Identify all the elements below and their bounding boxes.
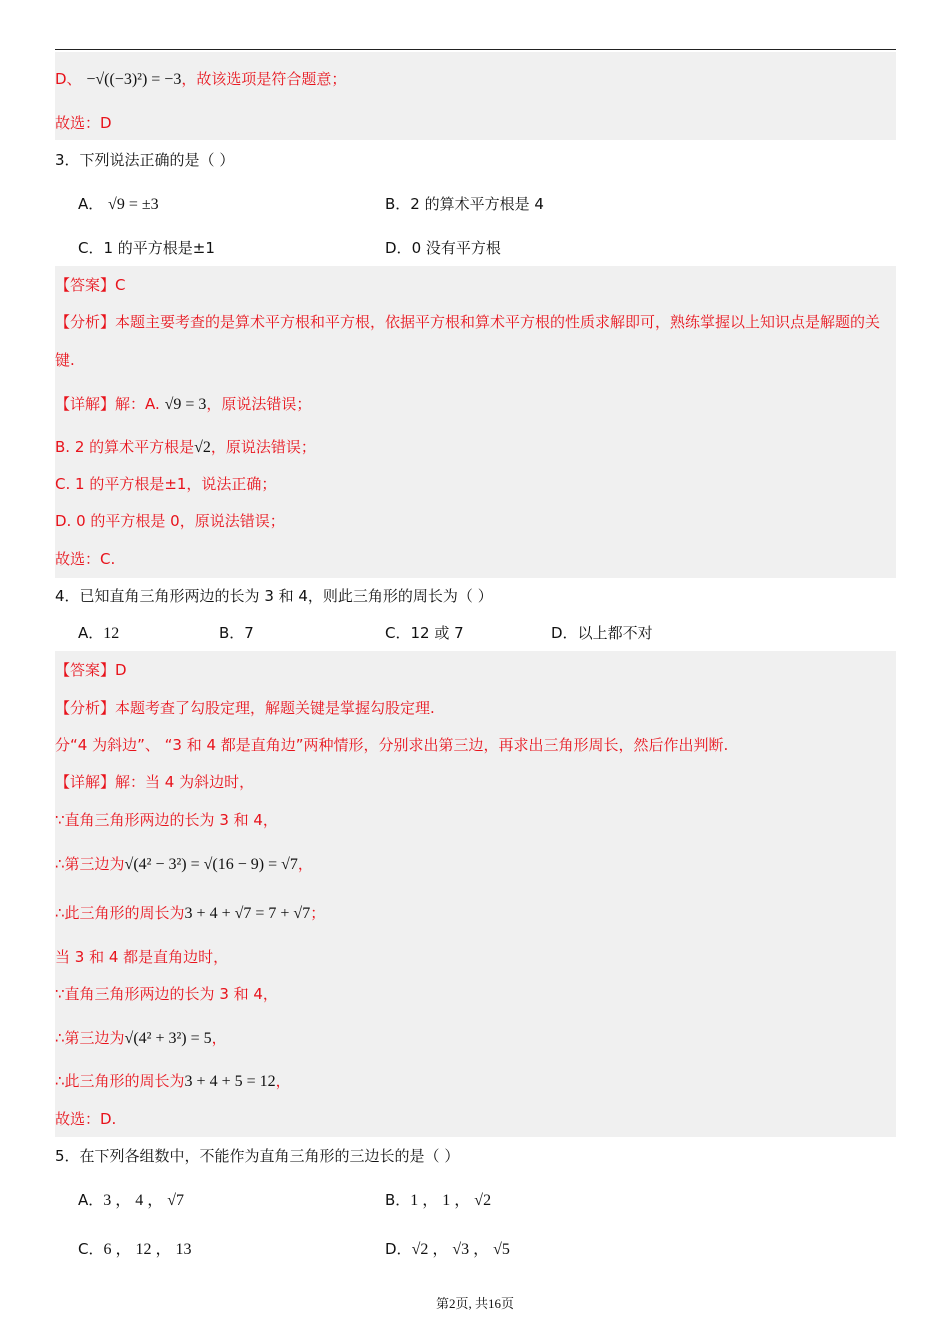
prev-option-d-line <box>55 68 346 91</box>
q3-answer: 【答案】C <box>55 276 126 294</box>
q4-because-1: ∵直角三角形两边的长为 3 和 4， <box>55 811 278 829</box>
q5-option-c-math: 6 ， 12 ， 13 <box>103 1241 192 1258</box>
q3-detail-a <box>55 393 311 416</box>
q4-option-b-text: 7 <box>244 624 254 642</box>
q4-third-side-1-suffix: ， <box>297 855 313 873</box>
q3-option-b-text: 2 的算术平方根是 4 <box>410 195 544 213</box>
q4-third-side-2-suffix: ， <box>211 1029 227 1047</box>
q4-because-2: ∵直角三角形两边的长为 3 和 4， <box>55 985 278 1003</box>
q4-option-d[interactable] <box>551 622 653 644</box>
q4-option-c-label: C． <box>385 624 411 642</box>
q4-option-a-text: 12 <box>103 625 120 642</box>
q4-option-b-label: B． <box>219 624 245 642</box>
q4-option-c[interactable] <box>385 622 464 644</box>
q5-option-b[interactable] <box>385 1189 491 1212</box>
q4-analysis: 【分析】本题考查了勾股定理，解题关键是掌握勾股定理. <box>55 699 435 717</box>
q4-third-side-2-prefix: ∴第三边为 <box>55 1029 125 1047</box>
q3-detail-a-suffix: ，原说法错误； <box>206 395 312 413</box>
q5-option-b-label: B． <box>385 1191 411 1209</box>
page-footer: 第2页, 共16页 <box>435 1296 514 1311</box>
q5-option-a[interactable] <box>78 1189 184 1212</box>
q4-perimeter-2 <box>55 1070 291 1093</box>
q4-solution-block <box>55 651 896 1137</box>
q3-detail-b <box>55 436 316 459</box>
q5-option-a-label: A． <box>78 1191 104 1209</box>
q3-option-a-label: A． <box>78 195 104 213</box>
q5-option-b-math: 1 ， 1 ， √2 <box>410 1192 492 1209</box>
prev-d-prefix: D、 <box>55 70 82 88</box>
prev-d-formula: −√((−3)²) = −3 <box>86 71 182 88</box>
q4-option-c-text: 12 或 7 <box>410 624 464 642</box>
q4-perimeter-1-suffix: ； <box>310 904 326 922</box>
q4-conclusion: 故选：D. <box>55 1110 117 1128</box>
q3-detail-b-math: √2 <box>194 439 211 456</box>
q3-detail-d: D. 0 的平方根是 0，原说法错误； <box>55 512 285 530</box>
q4-perimeter-2-suffix: ， <box>275 1072 291 1090</box>
q3-conclusion: 故选：C. <box>55 550 116 568</box>
q3-option-a-math: √9 = ±3 <box>108 196 159 213</box>
q5-option-c-label: C． <box>78 1240 104 1258</box>
q3-option-d-label: D． <box>385 239 412 257</box>
q4-third-side-2-math: √(4² + 3²) = 5 <box>124 1030 212 1047</box>
q4-option-a[interactable] <box>78 622 119 645</box>
q5-option-d-math: √2 ， √3 ， √5 <box>411 1241 510 1258</box>
q3-option-d[interactable] <box>385 237 501 259</box>
q4-third-side-2 <box>55 1027 227 1050</box>
q3-option-b[interactable] <box>385 193 544 215</box>
q4-option-a-label: A． <box>78 624 104 642</box>
q5-stem: 5．在下列各组数中，不能作为直角三角形的三边长的是（ ） <box>55 1147 460 1165</box>
q3-option-c[interactable] <box>78 237 215 259</box>
q5-option-a-math: 3 ， 4 ， √7 <box>103 1192 185 1209</box>
q4-perimeter-1 <box>55 902 325 925</box>
q5-option-d-label: D． <box>385 1240 412 1258</box>
q4-third-side-1-prefix: ∴第三边为 <box>55 855 125 873</box>
q4-option-b[interactable] <box>219 622 254 644</box>
q3-option-c-label: C． <box>78 239 104 257</box>
q3-option-b-label: B． <box>385 195 411 213</box>
q4-perimeter-1-prefix: ∴此三角形的周长为 <box>55 904 185 922</box>
q3-option-a[interactable] <box>78 193 159 216</box>
q4-third-side-1-math: √(4² − 3²) = √(16 − 9) = √7 <box>124 856 298 873</box>
q4-case-2: 当 3 和 4 都是直角边时， <box>55 948 229 966</box>
q3-detail-a-math: √9 = 3 <box>164 396 207 413</box>
q4-analysis-cases: 分“4 为斜边”、 “3 和 4 都是直角边”两种情形，分别求出第三边，再求出三角形周长，然后作出判断. <box>55 736 729 754</box>
q4-detail-intro: 【详解】解：当 4 为斜边时， <box>55 773 255 791</box>
q5-option-d[interactable] <box>385 1238 510 1261</box>
q3-option-d-text: 0 没有平方根 <box>411 239 501 257</box>
q4-answer: 【答案】D <box>55 661 127 679</box>
q5-option-c[interactable] <box>78 1238 192 1261</box>
q4-option-d-text: 以上都不对 <box>577 624 653 642</box>
q3-detail-b-prefix: B. 2 的算术平方根是 <box>55 438 195 456</box>
q4-perimeter-2-math: 3 + 4 + 5 = 12 <box>184 1073 276 1090</box>
prev-conclusion: 故选：D <box>55 114 112 132</box>
q4-stem: 4．已知直角三角形两边的长为 3 和 4，则此三角形的周长为（ ） <box>55 587 493 605</box>
q3-detail-a-prefix: 【详解】解：A. <box>55 395 160 413</box>
prev-solution-block <box>55 52 896 140</box>
q3-analysis: 【分析】本题主要考查的是算术平方根和平方根，依据平方根和算术平方根的性质求解即可，熟练掌握以上知识点是解题的关键. <box>55 313 881 369</box>
q4-third-side-1 <box>55 853 313 876</box>
q3-stem: 3．下列说法正确的是（ ） <box>55 151 235 169</box>
prev-d-text: ，故该选项是符合题意； <box>181 70 347 88</box>
q4-perimeter-2-prefix: ∴此三角形的周长为 <box>55 1072 185 1090</box>
q3-option-c-text: 1 的平方根是±1 <box>103 239 215 257</box>
q3-detail-c: C. 1 的平方根是±1，说法正确； <box>55 475 277 493</box>
q4-option-d-label: D． <box>551 624 578 642</box>
q4-perimeter-1-math: 3 + 4 + √7 = 7 + √7 <box>184 905 311 922</box>
q3-detail-b-suffix: ，原说法错误； <box>210 438 316 456</box>
header-rule <box>55 49 896 50</box>
